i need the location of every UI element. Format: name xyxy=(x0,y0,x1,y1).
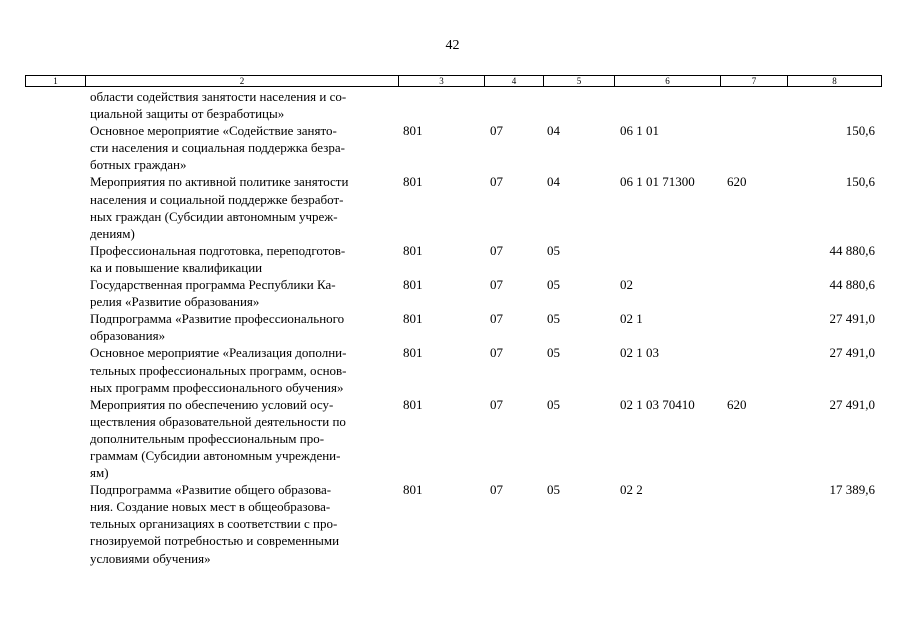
table-row xyxy=(0,242,905,276)
row-amount: 44 880,6 xyxy=(829,242,875,258)
row-target-article: 02 1 xyxy=(620,311,643,327)
row-amount: 44 880,6 xyxy=(829,277,875,293)
row-subsection-code: 05 xyxy=(547,311,560,327)
row-section-code: 07 xyxy=(490,242,503,258)
row-subsection-code: 05 xyxy=(547,482,560,498)
header-col-4: 4 xyxy=(485,76,544,86)
row-section-code: 07 xyxy=(490,277,503,293)
row-target-article: 02 1 03 xyxy=(620,345,659,361)
row-target-article: 02 1 03 70410 xyxy=(620,396,695,412)
row-target-article: 06 1 01 xyxy=(620,123,659,139)
row-amount: 150,6 xyxy=(845,174,875,190)
row-ministry-code: 801 xyxy=(403,345,423,361)
row-description: Основное мероприятие «Реализация дополни- тельных профессиональных программ, основ- ных программ профессионального обучения» xyxy=(90,345,347,395)
page-number: 42 xyxy=(445,38,460,53)
row-amount: 27 491,0 xyxy=(829,345,875,361)
header-col-2: 2 xyxy=(86,76,399,86)
table-row xyxy=(0,481,905,566)
row-expense-type: 620 xyxy=(727,174,747,190)
header-col-1: 1 xyxy=(26,76,86,86)
row-description: Подпрограмма «Развитие общего образова- ния. Создание новых мест в общеобразова- тельных организациях в соответствии с про- гнозируемой потребностью и современными условиями обучения» xyxy=(90,482,340,566)
row-ministry-code: 801 xyxy=(403,277,423,293)
row-subsection-code: 05 xyxy=(547,242,560,258)
table-row xyxy=(0,396,905,481)
row-subsection-code: 05 xyxy=(547,345,560,361)
row-subsection-code: 04 xyxy=(547,174,560,190)
row-section-code: 07 xyxy=(490,482,503,498)
row-amount: 150,6 xyxy=(845,123,875,139)
row-expense-type: 620 xyxy=(727,396,747,412)
row-target-article: 06 1 01 71300 xyxy=(620,174,695,190)
header-col-7: 7 xyxy=(721,76,788,86)
row-description: Мероприятия по обеспечению условий осу- ществления образовательной деятельности по дополнительным профессиональным про- граммам (Субсидии автономным учреждени- ям) xyxy=(90,396,346,481)
row-ministry-code: 801 xyxy=(403,242,423,258)
table-row xyxy=(0,88,905,122)
row-section-code: 07 xyxy=(490,345,503,361)
row-section-code: 07 xyxy=(490,123,503,139)
row-description: Мероприятия по активной политике занятости населения и социальной поддержке безработ- ных граждан (Субсидии автономным учреж- дениям) xyxy=(90,174,349,241)
row-target-article: 02 xyxy=(620,277,633,293)
row-description: Профессиональная подготовка, переподготов- ка и повышение квалификации xyxy=(90,242,346,275)
row-ministry-code: 801 xyxy=(403,311,423,327)
row-ministry-code: 801 xyxy=(403,123,423,139)
table-row xyxy=(0,122,905,173)
row-description: Основное мероприятие «Содействие занято- сти населения и социальная поддержка безра- ботных граждан» xyxy=(90,123,345,173)
row-description: Государственная программа Республики Ка- релия «Развитие образования» xyxy=(90,277,336,310)
table-row xyxy=(0,173,905,241)
row-amount: 27 491,0 xyxy=(829,311,875,327)
row-amount: 27 491,0 xyxy=(829,396,875,412)
row-subsection-code: 04 xyxy=(547,123,560,139)
table-row xyxy=(0,276,905,310)
row-subsection-code: 05 xyxy=(547,277,560,293)
row-section-code: 07 xyxy=(490,396,503,412)
table-header-row xyxy=(25,75,882,87)
row-target-article: 02 2 xyxy=(620,482,643,498)
row-subsection-code: 05 xyxy=(547,396,560,412)
table-row xyxy=(0,344,905,395)
row-section-code: 07 xyxy=(490,174,503,190)
header-col-8: 8 xyxy=(832,76,837,86)
table-row xyxy=(0,310,905,344)
row-description: области содействия занятости населения и со- циальной защиты от безработицы» xyxy=(90,89,347,122)
row-description: Подпрограмма «Развитие профессионального образования» xyxy=(90,311,345,344)
table-body xyxy=(0,88,905,567)
row-section-code: 07 xyxy=(490,311,503,327)
row-ministry-code: 801 xyxy=(403,396,423,412)
row-amount: 17 389,6 xyxy=(829,482,875,498)
header-col-5: 5 xyxy=(544,76,615,86)
row-ministry-code: 801 xyxy=(403,174,423,190)
header-col-3: 3 xyxy=(399,76,485,86)
row-ministry-code: 801 xyxy=(403,482,423,498)
header-col-6: 6 xyxy=(615,76,721,86)
